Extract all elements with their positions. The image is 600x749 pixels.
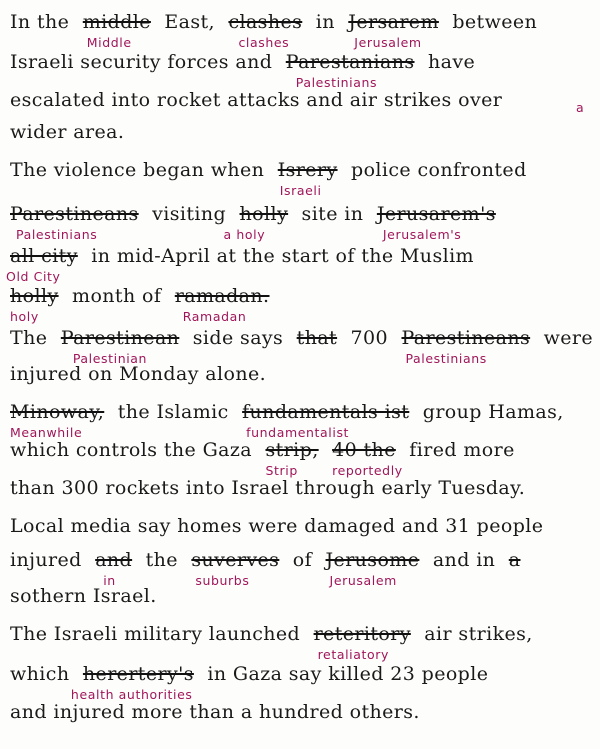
correction [285,50,415,90]
text-line-4 [10,120,131,144]
text-line-11 [10,400,571,440]
word-run: and injured more than a hundred others. [10,701,420,723]
word-run: have [427,51,476,73]
word-run: The violence began when [10,159,265,181]
word-run: the [145,549,178,571]
correction-text: Old City [6,269,61,284]
word-run: were [543,327,594,349]
struck-word: holly [10,285,59,307]
correction [10,400,105,440]
text-line-12 [10,438,522,478]
correction-text: Palestinians [405,351,487,366]
struck-word: 40 the [332,439,396,461]
correction [223,202,289,242]
correction-text: fundamentalist [246,425,350,440]
word-run: Local media say homes were damaged and 31 people [10,515,544,537]
word-run: fired more [409,439,515,461]
word-run: which [10,663,70,685]
word-run: In the [10,11,70,33]
correction [60,326,180,366]
correction [401,326,531,366]
text-line-9 [10,326,600,366]
correction [376,202,496,242]
text-line-2 [10,50,482,90]
correction-text: a holy [223,227,266,242]
text-line-8 [10,284,277,324]
word-run: and in [432,549,496,571]
word-run: visiting [152,203,227,225]
correction [509,548,521,572]
correction-text: Strip [265,463,298,478]
word-run: East, [164,11,215,33]
text-line-3 [10,88,509,112]
correction [191,548,280,588]
correction [297,326,337,350]
text-line-10 [10,362,273,386]
struck-word: a [508,549,521,571]
struck-word: clashes [228,11,303,33]
text-line-18 [10,662,495,702]
correction-text: Jerusalem's [382,227,462,242]
struck-word: middle [82,11,151,33]
struck-word: all city [10,245,78,267]
correction [82,10,151,50]
struck-word: strip, [265,439,319,461]
word-run: in Gaza say killed 23 people [207,663,489,685]
correction-text: retaliatory [317,647,389,662]
correction-text: Israeli [279,183,322,198]
correction [265,438,319,478]
correction [174,284,270,324]
word-run: sothern Israel. [10,585,157,607]
struck-word: that [296,327,338,349]
text-line-16 [10,584,164,608]
struck-word: Jerusome [325,549,420,571]
correction [70,662,194,702]
text-line-5 [10,158,534,198]
correction-text: health authorities [70,687,193,702]
word-run: side says [192,327,284,349]
correction-text: in [103,573,116,588]
correction-text: Palestinians [16,227,98,242]
correction-text: Palestinian [72,351,148,366]
word-run: police confronted [351,159,527,181]
correction [242,400,410,440]
correction [10,284,59,324]
word-run: air strikes, [424,623,533,645]
struck-word: Parestanians [285,51,415,73]
struck-word: Parestineans [10,203,139,225]
word-run: in mid-April at the start of the Muslim [91,245,474,267]
struck-word: Parestinean [60,327,180,349]
word-run: The [10,327,48,349]
struck-word: fundamentals ist [242,401,410,423]
correction-text: Jerusalem [354,35,422,50]
correction [10,202,139,242]
word-run: wider area. [10,121,125,143]
correction-text: Ramadan [182,309,247,324]
word-run: month of [72,285,162,307]
struck-word: Jerusarem's [376,203,496,225]
struck-word: Jersarem [348,11,439,33]
correction [332,438,403,478]
correction-text: Palestinians [295,75,378,90]
correction [95,548,133,588]
word-run: Israeli security forces and [10,51,273,73]
word-run: 700 [350,327,389,349]
struck-word: Isrery [277,159,338,181]
text-line-13 [10,476,532,500]
text-line-15 [10,548,528,588]
word-run: than 300 rockets into Israel through early Tuesday. [10,477,526,499]
word-run: of [292,549,313,571]
correction-text: Meanwhile [10,425,83,440]
struck-word: holly [239,203,289,225]
correction-text: Jerusalem [329,573,397,588]
text-line-7 [6,244,481,284]
text-line-19 [10,700,427,724]
inserted-word: a [576,100,585,115]
text-line-17 [10,622,540,662]
word-run: injured [10,549,82,571]
correction [325,548,420,588]
correction-text: reportedly [332,463,403,478]
correction [313,622,411,662]
word-run: which controls the Gaza [10,439,253,461]
struck-word: reteritory [313,623,411,645]
text-line-6 [10,202,503,242]
correction-text: holy [10,309,39,324]
word-run: in [315,11,335,33]
text-line-14 [10,514,550,538]
word-run: between [452,11,538,33]
correction-text: Middle [86,35,132,50]
correction-text: clashes [238,35,290,50]
word-run: the Islamic [117,401,229,423]
struck-word: herertery's [82,663,194,685]
correction-text: suburbs [195,573,250,588]
correction [348,10,439,50]
word-run: site in [301,203,364,225]
word-run: injured on Monday alone. [10,363,267,385]
struck-word: and [95,549,133,571]
word-run: escalated into rocket attacks and air strikes over [10,89,503,111]
struck-word: suverves [191,549,280,571]
struck-word: Parestineans [401,327,531,349]
correction [228,10,303,50]
word-run: group Hamas, [422,401,564,423]
text-line-1 [10,10,544,50]
struck-word: Minoway, [10,401,105,423]
word-run: The Israeli military launched [10,623,301,645]
correction [6,244,78,284]
struck-word: ramadan. [174,285,270,307]
correction [277,158,338,198]
